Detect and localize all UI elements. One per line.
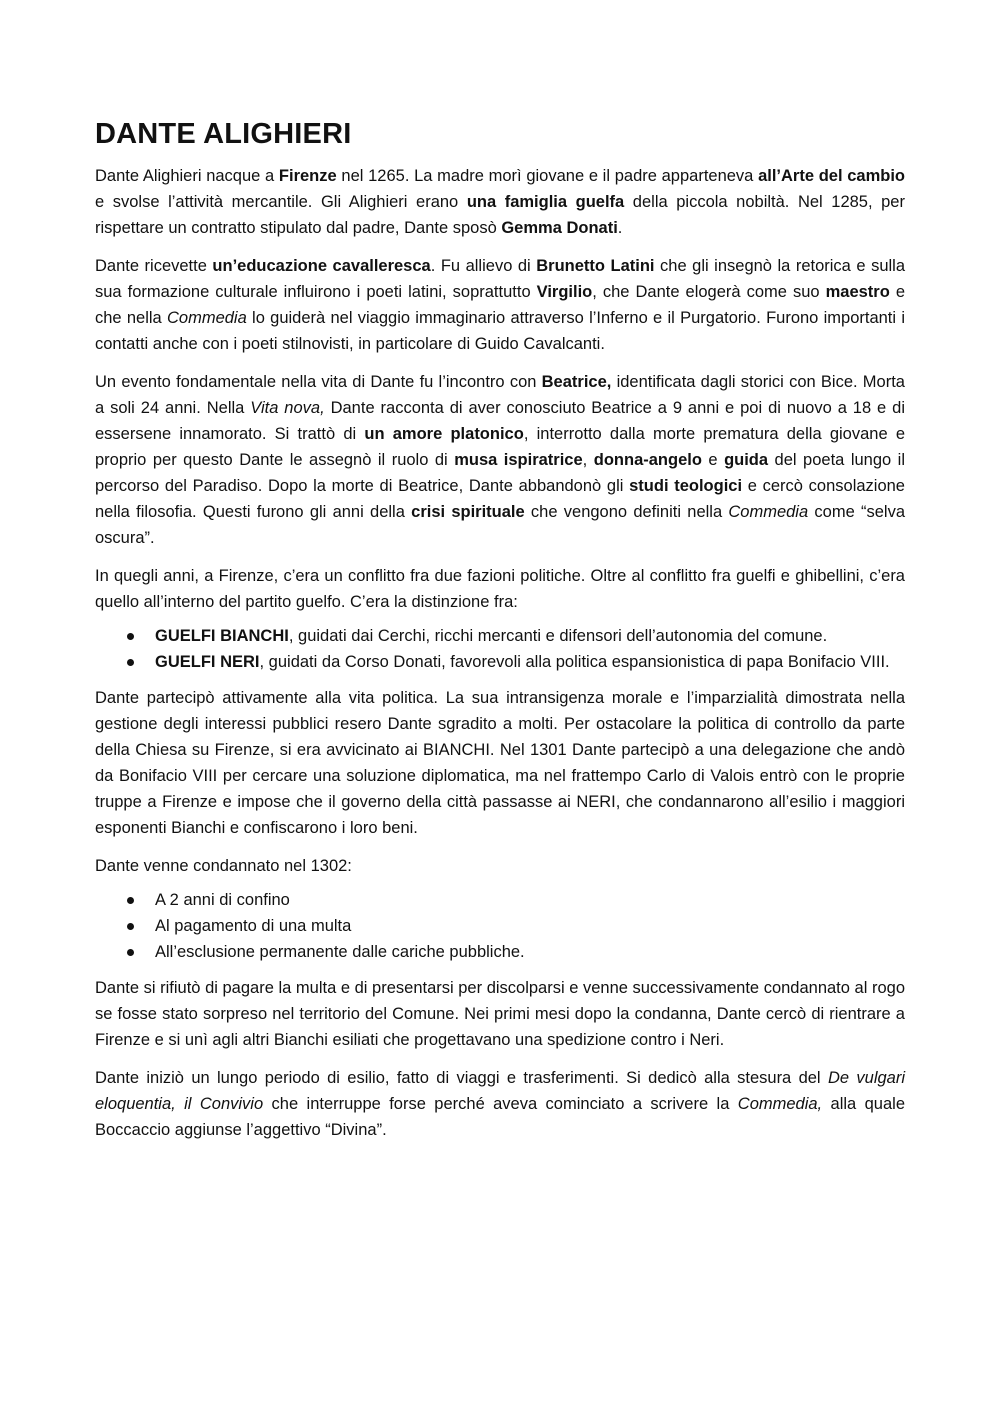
text-run: , che Dante elogerà come suo <box>592 283 826 301</box>
paragraph <box>95 163 905 241</box>
text-run: che vengono definiti nella <box>524 503 729 521</box>
text-run: . Fu allievo di <box>430 257 537 275</box>
bullet-icon <box>127 659 134 666</box>
bullet-icon <box>127 633 134 640</box>
italic-text: Commedia, <box>737 1095 823 1113</box>
page-title: DANTE ALIGHIERI <box>95 118 352 150</box>
bold-text: musa ispiratrice <box>454 451 583 469</box>
bullet-icon <box>127 923 134 930</box>
bold-text: donna-angelo <box>593 451 702 469</box>
bold-text: Beatrice, <box>541 373 612 391</box>
text-run: Dante venne condannato nel 1302: <box>95 857 352 875</box>
section-politics <box>95 685 905 879</box>
list-item <box>95 623 905 649</box>
paragraph <box>95 1065 905 1143</box>
list-item <box>95 913 905 939</box>
italic-text: Commedia <box>167 309 247 327</box>
text-run: , interrotto dalla morte prematura della giovane e proprio per questo Dante le assegnò il ruolo di <box>95 425 905 469</box>
bold-text: crisi spirituale <box>411 503 525 521</box>
text-run: Dante si rifiutò di pagare la multa e di presentarsi per discolparsi e venne successivamente condannato al rogo se fosse stato sorpreso nel territorio del Comune. Nei primi mesi dopo la condanna, Dante cercò di rientrare a Firenze e si unì agli altri Bianchi esiliati che progettavano una spedizione contro i Neri. <box>95 979 905 1049</box>
bold-text: una famiglia guelfa <box>466 193 625 211</box>
text-run: nel 1265. La madre morì giovane e il padre apparteneva <box>336 167 759 185</box>
bold-text: GUELFI BIANCHI <box>155 627 289 645</box>
text-run: e svolse l’attività mercantile. Gli Alighieri erano <box>95 193 467 211</box>
section-intro <box>95 163 905 615</box>
list-item <box>95 887 905 913</box>
paragraph <box>95 253 905 357</box>
text-run: della piccola nobiltà. Nel 1285, per rispettare un contratto stipulato dal padre, Dante sposò <box>95 193 905 237</box>
text-run: alla quale Boccaccio aggiunse l’aggettivo “Divina”. <box>95 1095 905 1139</box>
text-run: Dante iniziò un lungo periodo di esilio, fatto di viaggi e trasferimenti. Si dedicò alla stesura del <box>95 1069 828 1087</box>
guelfi-list <box>95 623 905 675</box>
bold-text: Brunetto Latini <box>536 257 655 275</box>
text-run: , guidati dai Cerchi, ricchi mercanti e difensori dell’autonomia del comune. <box>288 627 828 645</box>
text-run: lo guiderà nel viaggio immaginario attraverso l’Inferno e il Purgatorio. Furono importanti i contatti anche con i poeti stilnovisti, in particolare di Guido Cavalcanti. <box>95 309 905 353</box>
paragraph <box>95 685 905 841</box>
bold-text: studi teologici <box>629 477 743 495</box>
text-run: Al pagamento di una multa <box>155 917 352 935</box>
text-run: All’esclusione permanente dalle cariche pubbliche. <box>155 943 525 961</box>
text-run: , <box>582 451 594 469</box>
bullet-icon <box>127 949 134 956</box>
text-run: del poeta lungo il percorso del Paradiso. Dopo la morte di Beatrice, Dante abbandonò gli <box>95 451 905 495</box>
paragraph <box>95 563 905 615</box>
bold-text: un amore platonico <box>364 425 524 443</box>
sentence-list <box>95 887 905 965</box>
text-run: . <box>617 219 623 237</box>
text-run: e cercò consolazione nella filosofia. Questi furono gli anni della <box>95 477 905 521</box>
bold-text: GUELFI NERI <box>155 653 260 671</box>
list-item <box>95 939 905 965</box>
bullet-icon <box>127 897 134 904</box>
paragraph <box>95 853 905 879</box>
text-run: Un evento fondamentale nella vita di Dante fu l’incontro con <box>95 373 542 391</box>
text-run: Dante partecipò attivamente alla vita politica. La sua intransigenza morale e l’imparzialità dimostrata nella gestione degli interessi pubblici resero Dante sgradito a molti. Per ostacolare la politica di controllo da parte della Chiesa su Firenze, si era avvicinato ai BIANCHI. Nel 1301 Dante partecipò a una delegazione che andò da Bonifacio VIII per cercare una soluzione diplomatica, ma nel frattempo Carlo di Valois entrò con le proprie truppe a Firenze e impose che il governo della città passasse ai NERI, che condannarono all’esilio i maggiori esponenti Bianchi e confiscarono i loro beni. <box>95 689 905 837</box>
bold-text: un’educazione cavalleresca <box>212 257 431 275</box>
text-run: In quegli anni, a Firenze, c’era un conflitto fra due fazioni politiche. Oltre al conflitto fra guelfi e ghibellini, c’era quello all’interno del partito guelfo. C’era la distinzione fra: <box>95 567 905 611</box>
text-run: e che nella <box>95 283 906 327</box>
text-run: Dante Alighieri nacque a <box>95 167 279 185</box>
text-run: A 2 anni di confino <box>155 891 290 909</box>
text-run: , guidati da Corso Donati, favorevoli alla politica espansionistica di papa Bonifacio VIII. <box>259 653 890 671</box>
section-exile <box>95 975 905 1143</box>
list-item <box>95 649 905 675</box>
bold-text: Gemma Donati <box>501 219 618 237</box>
bold-text: maestro <box>825 283 890 301</box>
document-page <box>95 118 905 1155</box>
paragraph <box>95 369 905 551</box>
text-run: come “selva oscura”. <box>95 503 906 547</box>
text-run: identificata dagli storici con Bice. Morta a soli 24 anni. Nella <box>95 373 905 417</box>
bold-text: guida <box>724 451 769 469</box>
italic-text: De vulgari eloquentia, il Convivio <box>95 1069 905 1113</box>
bold-text: Firenze <box>278 167 337 185</box>
italic-text: Commedia <box>728 503 809 521</box>
text-run: Dante racconta di aver conosciuto Beatrice a 9 anni e poi di nuovo a 18 e di essersene innamorato. Si trattò di <box>95 399 905 443</box>
text-run: Dante ricevette <box>95 257 213 275</box>
text-run: che gli insegnò la retorica e sulla sua formazione culturale influirono i poeti latini, soprattutto <box>95 257 905 301</box>
text-run: che interruppe forse perché aveva cominciato a scrivere la <box>263 1095 738 1113</box>
bold-text: Virgilio <box>536 283 593 301</box>
bold-text: all’Arte del cambio <box>758 167 906 185</box>
paragraph <box>95 975 905 1053</box>
text-run: e <box>701 451 725 469</box>
italic-text: Vita nova, <box>250 399 325 417</box>
